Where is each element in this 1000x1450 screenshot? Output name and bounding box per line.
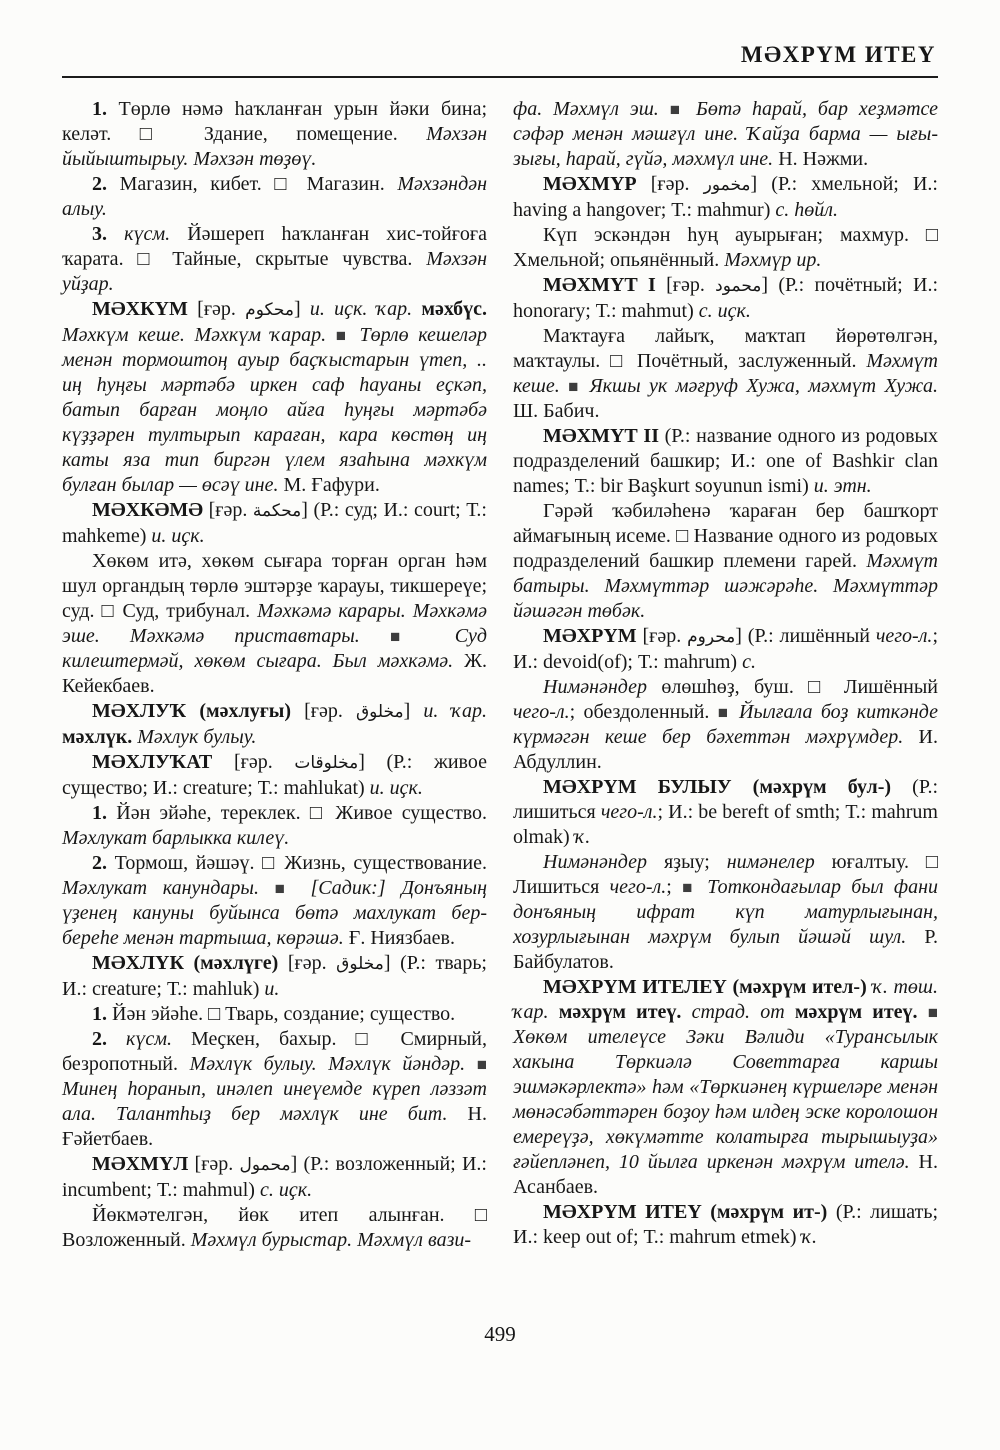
italic-text: чего-л. (600, 801, 658, 823)
headword-text: МӘХКҮМ (92, 298, 198, 320)
dictionary-paragraph (62, 172, 487, 222)
text-segment: [ғәр. (304, 700, 356, 722)
headword-text: 2. (92, 1028, 126, 1050)
italic-text: Мәхзәндән алыу. (62, 173, 488, 220)
italic-text: Мәхлукат барлыкка килеү. (62, 827, 290, 849)
text-segment: Магазин, кибет. □ Магазин. (119, 173, 398, 195)
dictionary-paragraph (62, 97, 487, 172)
italic-text: чего-л. (609, 876, 667, 898)
text-segment: Күп эскәндән һуң ауырыған; махмур. □ Хмельной; опьянённый. (513, 224, 938, 271)
italic-text: Нимәнәндер (543, 851, 664, 873)
italic-text: [Садик:] Донъяның үҙенең кануны буйынса бөтә махлукат бер-береһе менән тартыша, көрәшә. (62, 877, 487, 949)
dictionary-paragraph (513, 975, 938, 1200)
arabic-text: مخلوق (355, 702, 404, 722)
headword-text: МӘХРҮМ ИТЕЛЕҮ (мәхрүм ител-) (543, 976, 873, 998)
headword-text: МӘХКӘМӘ (92, 499, 209, 521)
dictionary-paragraph (62, 549, 487, 699)
headword-text: 1. (92, 98, 119, 120)
headword-text: 1. (92, 1003, 112, 1025)
headword-text: мәхлүк. (62, 726, 138, 748)
text-segment: Йөкмәтелгән, йөк итеп алынған. □ Возложенный. (62, 1204, 487, 1251)
text-segment: яҙыу; (663, 851, 727, 873)
text-segment: [ғәр. (233, 751, 295, 773)
dictionary-paragraph (62, 699, 487, 750)
italic-text: ҡ. (574, 826, 591, 848)
italic-text: Нимәнәндер (543, 676, 662, 698)
arabic-text: محكوم (245, 300, 294, 320)
headword-text: МӘХРҮМ (543, 625, 643, 647)
text-segment: ] (293, 298, 310, 320)
italic-text: страд. от (691, 1001, 795, 1023)
text-segment: Маҡтауға лайыҡ, маҡтап йөрөтөлгән, маҡтаулы. □ Почётный, заслуженный. (513, 325, 938, 372)
text-segment: [ғәр. (208, 499, 253, 521)
quote-marker-icon: ■ (476, 1055, 487, 1074)
text-segment: [ғәр. (666, 274, 716, 296)
text-segment: Тормош, йәшәү. □ Жизнь, существование. (114, 852, 488, 874)
dictionary-paragraph (62, 801, 487, 851)
right-column (513, 97, 938, 1253)
headword-text: МӘХМҮР (543, 173, 651, 195)
dictionary-paragraph (513, 97, 938, 172)
italic-text: Мәхмүл бурыстар. Мәхмүл вази- (190, 1229, 472, 1251)
text-segment: [ғәр. (194, 1153, 240, 1175)
text-columns (62, 97, 938, 1253)
headword-text: 2. (92, 852, 115, 874)
text-segment: ] (Р.: почётный; И.: honorary; Т.: mahmut) (513, 274, 939, 322)
text-segment: (Р.: лишиться (513, 776, 938, 823)
italic-text: күсм. (124, 223, 188, 245)
headword-text: МӘХРҮМ ИТЕҮ (мәхрүм ит-) (543, 1201, 836, 1223)
italic-text: Тоткондағылар был фани донъяның ифрат күп матурлығынан, хозурлығынан мәхрүм булып йәшәй шул. (513, 876, 939, 948)
arabic-text: محمود (715, 276, 762, 296)
text-segment: [ғәр. (642, 625, 688, 647)
italic-text: и. (264, 978, 280, 1000)
italic-text: Хөкөм ителеүсе Зәки Вәлиди «Турансылык хакына Төркиәлә Советтарға каршы эшмәкәрлектә» һәм «Төркиәнең күршеләре менән мөнәсәбәттәрен боҙоу һәм илдең эске королошон емереүҙә, хөкүмәтте колатырға тырышыуҙа» ғәйепләнеп, 10 йылға иркенән мәхрүм ителә. (513, 1026, 938, 1173)
headword-text: МӘХРҮМ БУЛЫУ (мәхрүм бул-) (543, 776, 913, 798)
italic-text: Мәхлүк булыу. Мәхлүк йәндәр. (189, 1053, 477, 1075)
headword-text: МӘХМҮТ II (543, 425, 665, 447)
text-segment: ] (403, 700, 424, 722)
text-segment: Ж. Кейекбаев. (62, 650, 487, 697)
headword-text: МӘХЛУҠАТ (92, 751, 234, 773)
headword-text: 1. (92, 802, 117, 824)
arabic-text: محمول (239, 1155, 291, 1175)
text-segment: Ш. Бабич. (513, 400, 600, 422)
dictionary-paragraph (513, 775, 938, 850)
text-segment: И. Абдуллин. (513, 726, 938, 773)
dictionary-paragraph (62, 498, 487, 549)
arabic-text: مخلوقات (294, 753, 359, 773)
italic-text: Бөтә һарай, бар хеҙмәтсе сәфәр менән мәшғүл ине. Ҡайҙа барма — ығы-зығы, һарай, гүйә, мәхмүл ине. (513, 98, 938, 170)
headword-text: МӘХЛУҠ (мәхлуғы) (92, 700, 305, 722)
quote-marker-icon: ■ (389, 627, 455, 646)
italic-text: ҡ. төш. ҡар. (513, 976, 939, 1023)
running-head: МӘХРҮМ ИТЕҮ (740, 42, 936, 67)
italic-text: и. иҫк. (151, 525, 205, 547)
text-segment: [ғәр. (197, 298, 246, 320)
headword-text: мәхрүм итеү. (558, 1001, 692, 1023)
dictionary-paragraph (513, 223, 938, 273)
italic-text: Мәхмүт батыры. Мәхмүттәр шәжәрәһе. Мәхмүттәр йәшәгән төбәк. (513, 550, 938, 622)
italic-text: с. иҫк. (259, 1179, 313, 1201)
text-segment: Н. Асанбаев. (513, 1151, 938, 1198)
dictionary-paragraph (513, 499, 938, 624)
italic-text: нимәнелер (726, 851, 832, 873)
page-number: 499 (484, 1322, 516, 1346)
dictionary-paragraph (513, 1200, 938, 1250)
headword-text: МӘХМҮЛ (92, 1153, 195, 1175)
italic-text: Минең һоранып, инәлеп инеүемде күреп ләззәт ала. Талантһыҙ бер мәхлүк ине бит. (62, 1078, 487, 1125)
dictionary-paragraph (513, 324, 938, 424)
text-segment: Н. Нәжми. (778, 148, 869, 170)
arabic-text: محروم (687, 627, 736, 647)
text-segment: ] (Р.: возложенный; И.: incumbent; Т.: mahmul) (62, 1153, 487, 1201)
arabic-text: مخلوق (336, 954, 384, 974)
italic-text: Мәхмүр ир. (724, 249, 822, 271)
arabic-text: مخمور (703, 175, 751, 195)
italic-text: Мәхлукат канундары. (62, 877, 275, 899)
italic-text: күсм. (125, 1028, 191, 1050)
text-segment: (Р.: название одного из родовых подразделений башкир; И.: one of Bashkir clan names; Т.: bir Başkurt soyunun ismi) (513, 425, 938, 497)
dictionary-paragraph (62, 1152, 487, 1203)
dictionary-paragraph (62, 750, 487, 801)
italic-text: Якшы ук мәғруф Хужа, мәхмүт Хужа. (589, 375, 938, 397)
italic-text: Мәхзән уйҙар. (62, 248, 487, 295)
italic-text: и. ҡар. (423, 700, 487, 722)
italic-text: Мәхкүм кеше. Мәхкүм ҡарар. (62, 324, 336, 346)
italic-text: с. (742, 651, 756, 673)
italic-text: Төрлө кешеләр менән тормоштоң ауыр баҫҡыстарын үтеп, .. иң һуңғы мәртәбә иркен саф һауаны еҫкәп, батып барған моңло айға һуңғы мәртәбә күҙҙәрен тултырып караған, кара көстөң иң каты яза тип биргән үлем язаһына мәхкүм булған былар — өсәү ине. (62, 324, 487, 496)
italic-text: Мәхзән йыйыштырыу. Мәхзән төҙөү. (62, 123, 487, 170)
italic-text: и. этн. (813, 475, 872, 497)
text-segment: ] (Р.: суд; И.: court; Т.: mahkeme) (62, 499, 487, 547)
text-segment: ; (666, 876, 683, 898)
text-segment: ; обездоленный. (569, 701, 718, 723)
text-segment: ] (Р.: живое существо; И.: creature; Т.: mahlukat) (62, 751, 487, 799)
italic-text: чего-л. (875, 625, 933, 647)
quote-marker-icon: ■ (274, 879, 311, 898)
text-segment: Ғ. Ниязбаев. (348, 927, 455, 949)
dictionary-paragraph (513, 273, 938, 324)
quote-marker-icon: ■ (682, 878, 708, 897)
headword-text: мәхбүс. (421, 298, 487, 320)
italic-text: Мәхмүт кеше. (513, 350, 938, 397)
headword-text: мәхрүм итеү. (794, 1001, 928, 1023)
dictionary-paragraph (513, 624, 938, 675)
italic-text: ҡ. (801, 1226, 818, 1248)
text-segment: Хөкөм итә, хөкөм сығара торған орган һәм шул органдың төрлө эштәрҙе ҡарауы, тикшереүе; суд. □ Суд, трибунал. (62, 550, 487, 622)
dictionary-paragraph (513, 172, 938, 223)
italic-text: Мәхкәмә карары. Мәхкәмә эше. Мәхкәмә приставтары. (62, 600, 487, 647)
italic-text: и. иҫк. (369, 777, 423, 799)
dictionary-paragraph (62, 1002, 487, 1027)
headword-text: 2. (92, 173, 120, 195)
dictionary-paragraph (62, 222, 487, 297)
dictionary-paragraph (62, 1203, 487, 1253)
dictionary-paragraph (513, 850, 938, 975)
quote-marker-icon: ■ (927, 1003, 938, 1022)
text-segment: ; И.: be bereft of smth; Т.: mahrum olmak) (513, 801, 938, 848)
dictionary-paragraph (62, 951, 487, 1002)
text-segment: ] (Р.: хмельной; И.: having a hangover; Т.: mahmur) (513, 173, 938, 221)
text-segment: Йәшереп һаҡланған хис-тойғоға ҡарата. □ Тайные, скрытые чувства. (62, 223, 487, 270)
text-segment: Йән эйәһе, тереклек. □ Живое существо. (116, 802, 488, 824)
italic-text: и. иҫк. ҡар. (309, 298, 422, 320)
text-segment: ; И.: devoid(of); Т.: mahrum) (513, 625, 938, 673)
quote-marker-icon: ■ (717, 703, 740, 722)
left-column (62, 97, 487, 1253)
italic-text: Йылғала боҙ киткәнде күрмәгән кеше бер бәхеттән мәхрүмдер. (513, 701, 938, 748)
quote-marker-icon: ■ (669, 100, 697, 119)
text-segment: юғалтыу. □ Лишиться (513, 851, 938, 898)
header-rule (62, 76, 938, 78)
headword-text: МӘХМҮТ I (543, 274, 667, 296)
text-segment: Меҫкен, бахыр. □ Смирный, безропотный. (62, 1028, 487, 1075)
headword-text: 3. (92, 223, 125, 245)
text-segment: ] (Р.: тварь; И.: creature; Т.: mahluk) (62, 952, 487, 1000)
text-segment: Н. Ғәйетбаев. (62, 1103, 487, 1150)
dictionary-paragraph (62, 297, 487, 498)
italic-text: Мәхлук булыу. (137, 726, 257, 748)
text-segment: Р. Байбулатов. (513, 926, 938, 973)
dictionary-paragraph (513, 424, 938, 499)
text-segment: өлөшһөҙ, буш. □ Лишённый (661, 676, 938, 698)
quote-marker-icon: ■ (335, 326, 360, 345)
text-segment: Гәрәй ҡәбиләһенә ҡараған бер башҡорт аймағының исеме. □ Название одного из родовых подразделений башкир племени гарей. (513, 500, 938, 572)
italic-text: фа. Мәхмүл эш. (513, 98, 670, 120)
dictionary-paragraph (513, 675, 938, 775)
dictionary-paragraph (62, 1027, 487, 1152)
italic-text: с. иҫк. (698, 300, 751, 322)
italic-text: с. һөйл. (775, 199, 838, 221)
dictionary-paragraph (62, 851, 487, 951)
text-segment: М. Ғафури. (283, 474, 380, 496)
text-segment: [ғәр. (650, 173, 704, 195)
text-segment: [ғәр. (287, 952, 337, 974)
quote-marker-icon: ■ (568, 377, 590, 396)
text-segment: Йән эйәһе. □ Тварь, создание; существо. (112, 1003, 456, 1025)
text-segment: Төрлө нәмә һаҡланған урын йәки бина; келәт. □ Здание, помещение. (62, 98, 488, 145)
italic-text: Суд килештермәй, хөкөм сығара. Был мәхкәмә. (62, 625, 487, 672)
arabic-text: محكمة (252, 501, 302, 521)
headword-text: МӘХЛҮК (мәхлүге) (92, 952, 288, 974)
text-segment: ] (Р.: лишённый (735, 625, 876, 647)
text-segment: (Р.: лишать; И.: keep out of; Т.: mahrum etmek) (513, 1201, 938, 1248)
italic-text: чего-л. (513, 701, 570, 723)
